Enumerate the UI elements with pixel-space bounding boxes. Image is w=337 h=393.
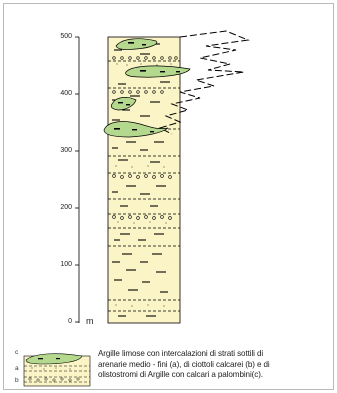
tick-label-0: 0 bbox=[68, 318, 72, 325]
legend-label-c: c bbox=[15, 349, 19, 356]
tick-label-300: 300 bbox=[60, 147, 72, 154]
tick-label-500: 500 bbox=[60, 33, 72, 40]
tick-label-200: 200 bbox=[60, 204, 72, 211]
tick-label-400: 400 bbox=[60, 90, 72, 97]
axis-unit-label: m bbox=[86, 316, 94, 326]
legend-description bbox=[98, 349, 322, 381]
tick-label-100: 100 bbox=[60, 261, 72, 268]
legend-line-3: olistostromi di Argille con calcari a palombini(c). bbox=[98, 370, 263, 379]
legend-line-1: Argille limose con intercalazioni di strati sottili di bbox=[98, 349, 264, 358]
depth-axis bbox=[75, 37, 79, 323]
legend-line-2: arenarie medio - fini (a), di ciottoli calcarei (b) e di bbox=[98, 359, 270, 369]
legend-label-a: a bbox=[15, 365, 19, 372]
legend-label-b: b bbox=[15, 377, 19, 384]
legend-symbol bbox=[24, 354, 90, 386]
